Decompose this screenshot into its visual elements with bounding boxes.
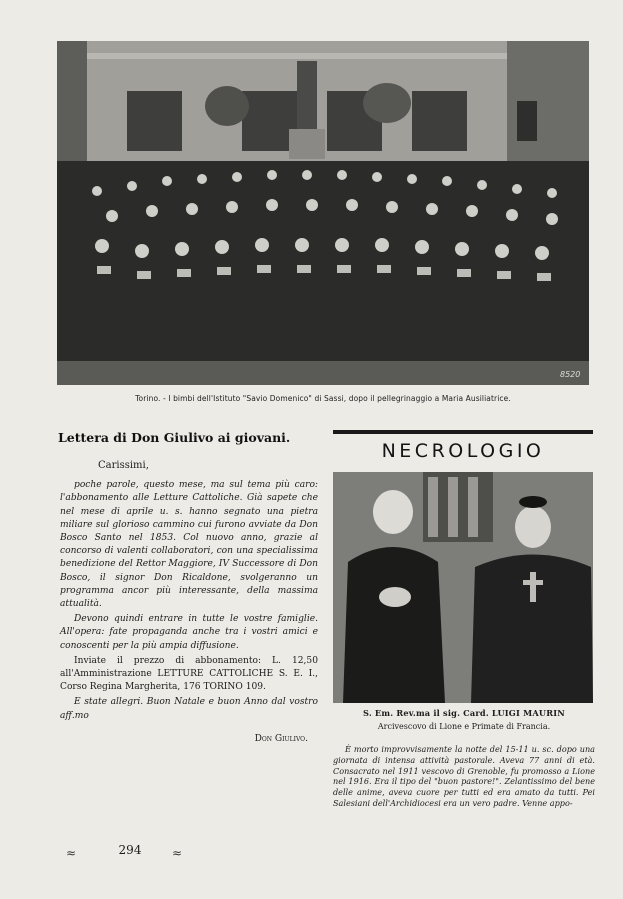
letter-salutation: Carissimi,	[98, 460, 149, 471]
photo-stamp: 8520	[560, 370, 581, 379]
cardinal-photo	[333, 472, 593, 703]
necrologio-text: È morto improvvisamente la notte del 15-11 u. sc. dopo una giornata di intensa attività pastorale. Aveva 77 anni di età. Consacrato nel 1911 vescovo di Grenoble, fu promosso a Lione nel 1916. Era il tipo del "buon pastore!". Zelantissimo del bene delle anime, aveva cuore per tutti ed era amato da tutti. Pei Salesiani dell'Archidiocesi era un vero padre. Venne appo-	[333, 744, 595, 808]
letter-title: Lettera di Don Giulivo ai giovani.	[58, 430, 291, 445]
ornament-right: ≈	[172, 846, 183, 860]
letter-paragraph: Devono quindi entrare in tutte le vostre famiglie. All'opera: fate propaganda anche tra i vostri amici e conoscenti per la più ampia diffusione.	[60, 614, 318, 651]
necrologio-heading: NECROLOGIO	[381, 440, 545, 462]
photo-caption: Torino. - I bimbi dell'Istituto "Savio Domenico" di Sassi, dopo il pellegrinaggio a Maria Ausiliatrice.	[135, 394, 511, 403]
letter-paragraph: poche parole, questo mese, ma sul tema più caro: l'abbonamento alle Letture Cattoliche. Già sapete che nel mese di aprile u. s. hanno segnato una pietra miliare sul glorioso cammino cui furono avviate da Don Bosco Santo nel 1853. Col nuovo anno, grazie al concorso di valenti collaboratori, con una specialissima benedizione del Rettor Maggiore, IV Successore di Don Bosco, il signor Don Ricaldone, svolgeranno un programma ancor più interessante, della massima attualità.	[60, 480, 318, 610]
necrologio-body	[333, 744, 595, 809]
letter-body	[60, 459, 318, 746]
letter-paragraph: Inviate il prezzo di abbonamento: L. 12,50 all'Amministrazione LETTURE CATTOLICHE S. E. I., Corso Regina Margherita, 176 TORINO 109.	[60, 655, 318, 693]
letter-signature: Don Giulivo.	[254, 733, 308, 744]
letter-paragraph: E state allegri. Buon Natale e buon Anno dal vostro aff.mo	[60, 697, 318, 721]
cardinal-role-caption: Arcivescovo di Lione e Primate di Francia.	[377, 722, 551, 731]
group-photo	[57, 41, 589, 385]
necrologio-rule	[333, 430, 593, 434]
ornament-left: ≈	[66, 846, 77, 860]
page-number: 294	[118, 843, 142, 857]
cardinal-name-caption: S. Em. Rev.ma il sig. Card. LUIGI MAURIN	[363, 708, 565, 718]
